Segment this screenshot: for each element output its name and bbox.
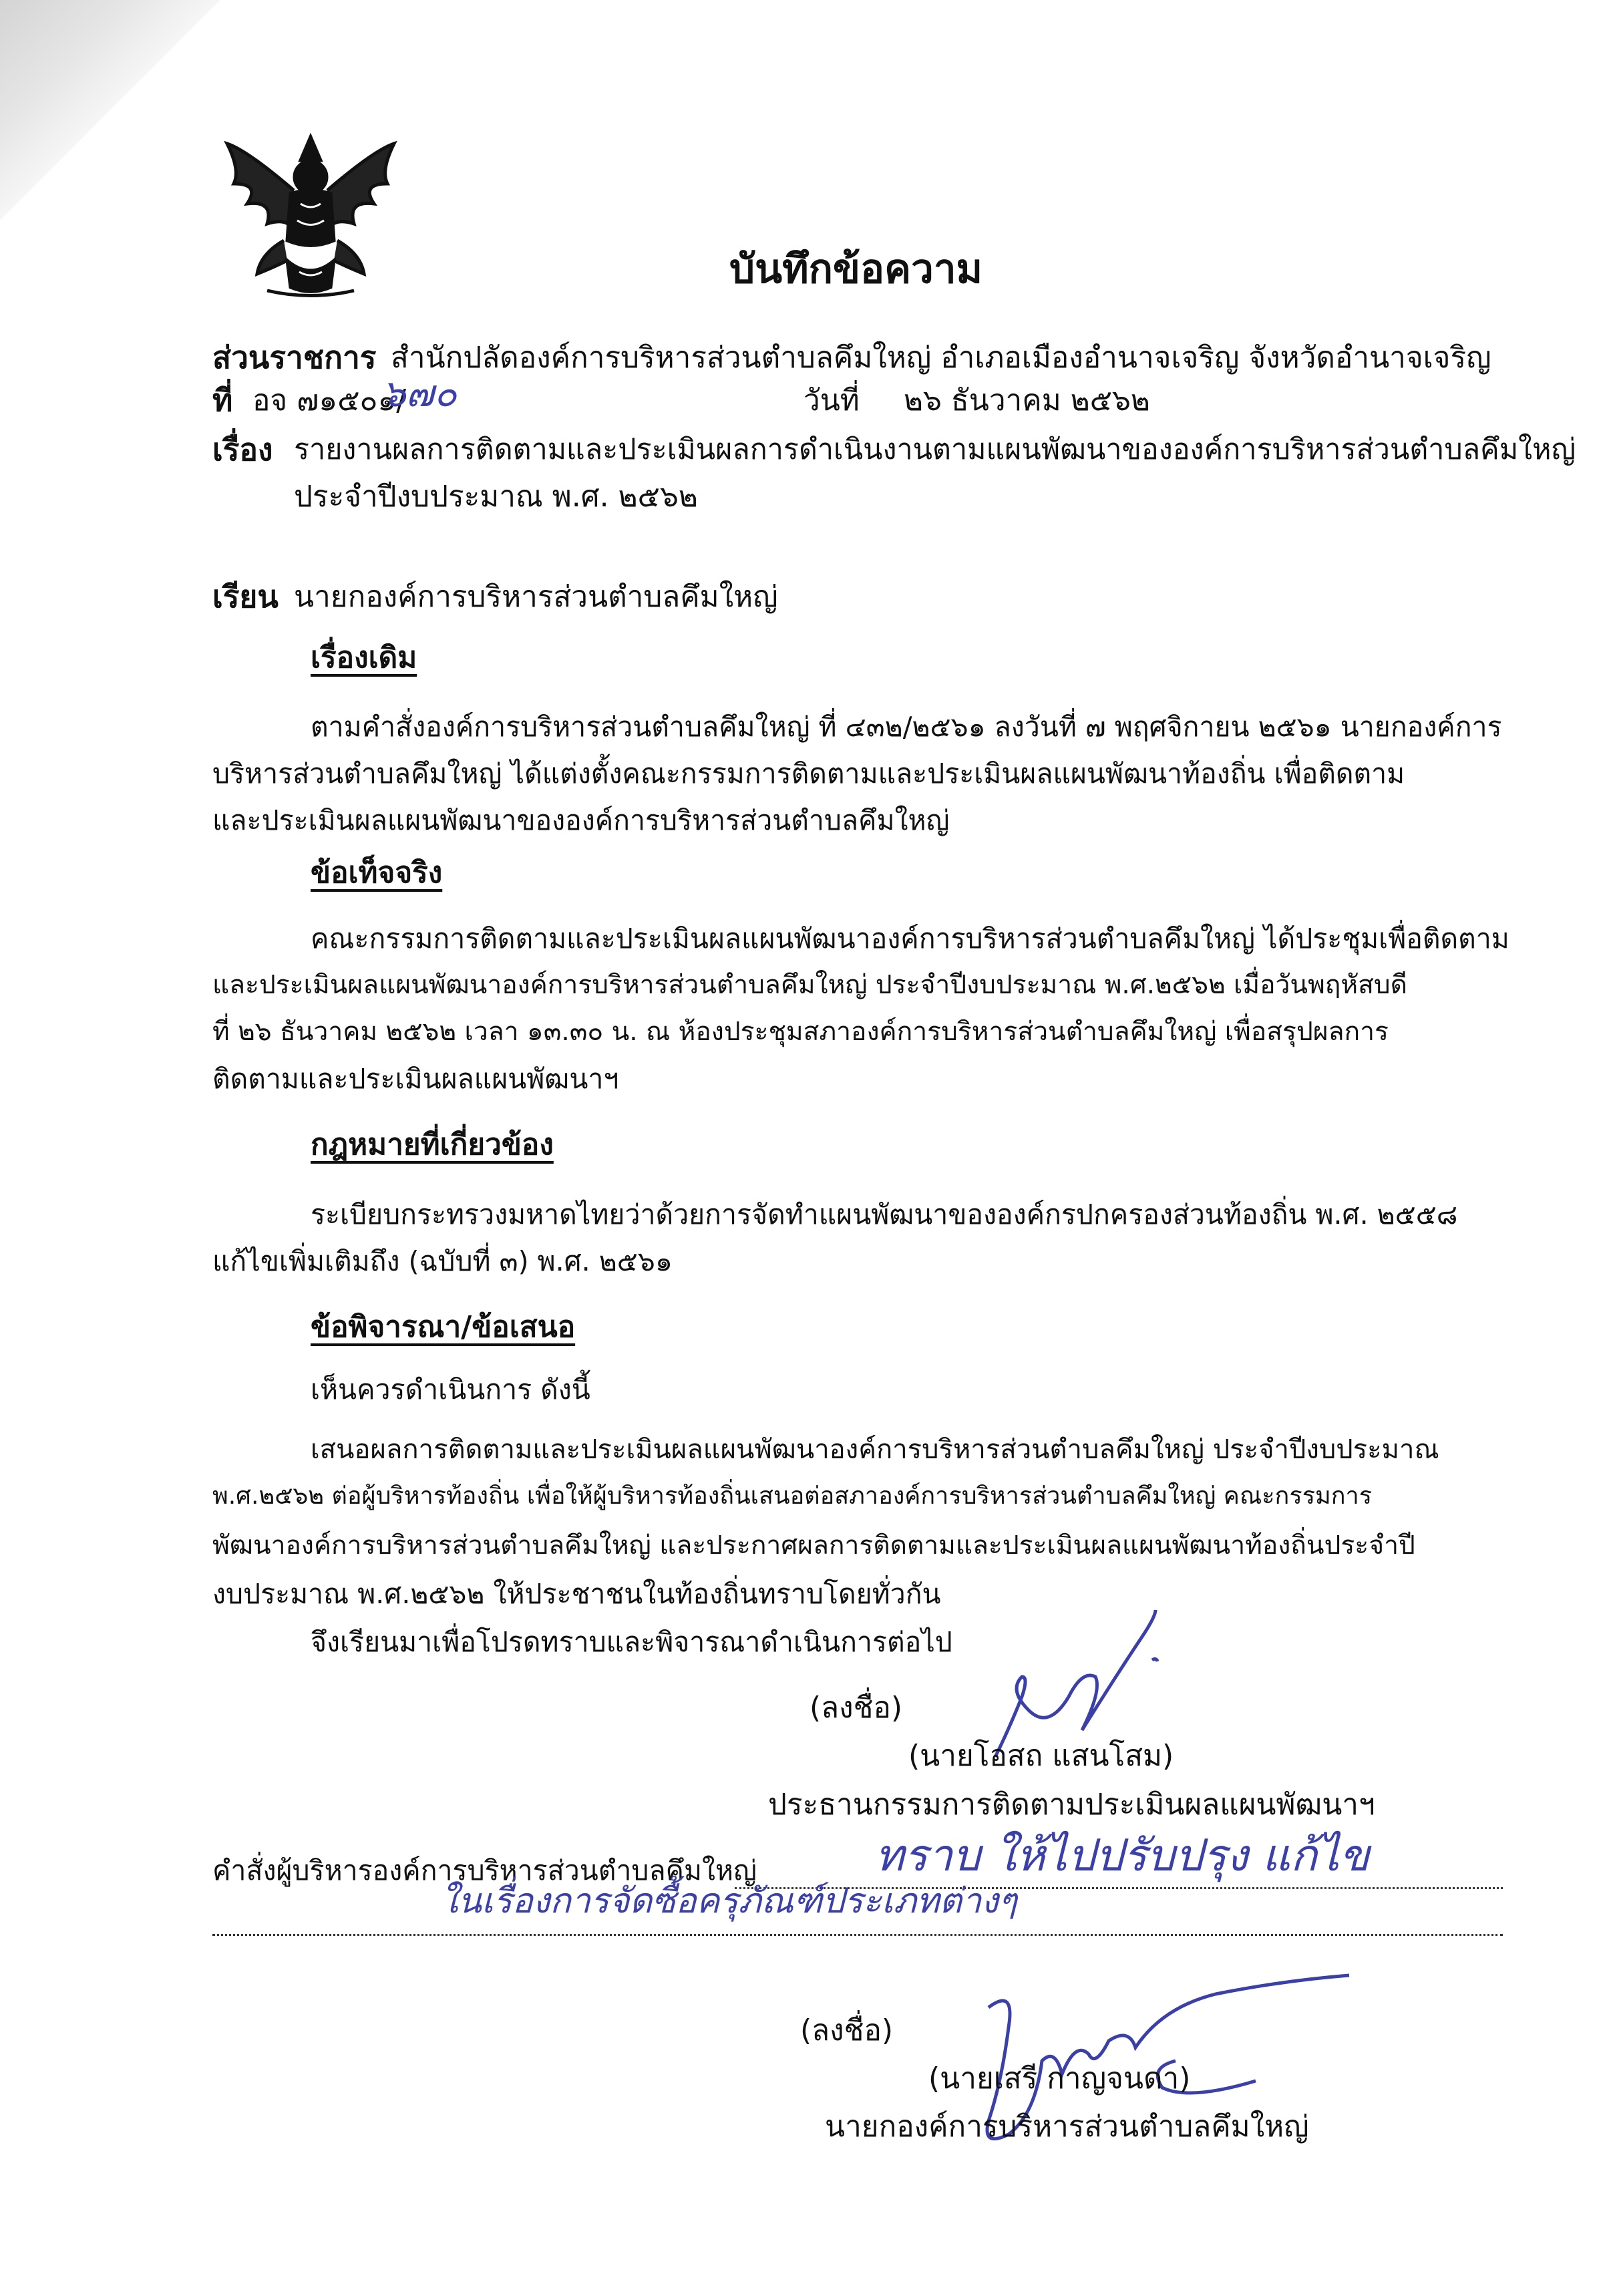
proposal-line: พ.ศ.๒๕๖๒ ต่อผู้บริหารท้องถิ่น เพื่อให้ผู้บริหารท้องถิ่นเสนอต่อสภาองค์การบริหารส่วนตำบลคึมใหญ่ คณะกรรมการ bbox=[212, 1482, 1373, 1510]
signature2-label: (ลงชื่อ) bbox=[800, 2013, 894, 2047]
garuda-emblem-icon bbox=[220, 124, 401, 304]
memo-title: บันทึกข้อความ bbox=[729, 246, 983, 293]
proposal-line: จึงเรียนมาเพื่อโปรดทราบและพิจารณาดำเนินการต่อไป bbox=[311, 1626, 952, 1658]
facts-line: คณะกรรมการติดตามและประเมินผลแผนพัฒนาองค์การบริหารส่วนตำบลคึมใหญ่ ได้ประชุมเพื่อติดตาม bbox=[311, 923, 1509, 955]
proposal-line: เห็นควรดำเนินการ ดังนี้ bbox=[311, 1373, 590, 1406]
subject-label: เรื่อง bbox=[212, 432, 273, 468]
background-heading: เรื่องเดิม bbox=[311, 641, 417, 675]
to-label: เรียน bbox=[212, 579, 279, 615]
ref-handwritten-number: ๖๗๐ bbox=[382, 372, 457, 416]
date-label: วันที่ bbox=[803, 383, 860, 418]
signature1-name: (นายโอสถ แสนโสม) bbox=[908, 1739, 1174, 1773]
ref-value: อจ ๗๑๕๐๑/ bbox=[252, 383, 407, 418]
agency-label: ส่วนราชการ bbox=[212, 339, 377, 375]
folded-corner bbox=[0, 0, 220, 220]
proposal-line: เสนอผลการติดตามและประเมินผลแผนพัฒนาองค์การบริหารส่วนตำบลคึมใหญ่ ประจำปีงบประมาณ bbox=[311, 1434, 1439, 1465]
signature2-name: (นายเสรี กาญจนดา) bbox=[928, 2062, 1191, 2096]
background-line: และประเมินผลแผนพัฒนาขององค์การบริหารส่วนตำบลคึมใหญ่ bbox=[212, 804, 950, 836]
order-label: คำสั่งผู้บริหารองค์การบริหารส่วนตำบลคึมใหญ่ bbox=[212, 1854, 757, 1887]
proposal-heading: ข้อพิจารณา/ข้อเสนอ bbox=[311, 1310, 576, 1344]
order-handwritten-line-1: ทราบ ให้ไปปรับปรุง แก้ไข bbox=[875, 1830, 1370, 1881]
subject-line-2: ประจำปีงบประมาณ พ.ศ. ๒๕๖๒ bbox=[294, 480, 698, 514]
subject-line-1: รายงานผลการติดตามและประเมินผลการดำเนินงานตามแผนพัฒนาขององค์การบริหารส่วนตำบลคึมใหญ่ bbox=[294, 433, 1576, 466]
signature1-label: (ลงชื่อ) bbox=[810, 1691, 903, 1725]
facts-line: และประเมินผลแผนพัฒนาองค์การบริหารส่วนตำบลคึมใหญ่ ประจำปีงบประมาณ พ.ศ.๒๕๖๒ เมื่อวันพฤหัสบดี bbox=[212, 970, 1407, 1000]
background-line: บริหารส่วนตำบลคึมใหญ่ ได้แต่งตั้งคณะกรรมการติดตามและประเมินผลแผนพัฒนาท้องถิ่น เพื่อติดตาม bbox=[212, 758, 1405, 790]
proposal-line: งบประมาณ พ.ศ.๒๕๖๒ ให้ประชาชนในท้องถิ่นทราบโดยทั่วกัน bbox=[212, 1578, 941, 1610]
facts-line: ที่ ๒๖ ธันวาคม ๒๕๖๒ เวลา ๑๓.๓๐ น. ณ ห้องประชุมสภาองค์การบริหารส่วนตำบลคึมใหญ่ เพื่อสรุปผลการ bbox=[212, 1017, 1389, 1047]
order-handwritten-line-2: ในเรื่องการจัดซื้อครุภัณฑ์ประเภทต่างๆ bbox=[441, 1881, 1017, 1921]
law-line: แก้ไขเพิ่มเติมถึง (ฉบับที่ ๓) พ.ศ. ๒๕๖๑ bbox=[212, 1245, 673, 1277]
facts-heading: ข้อเท็จจริง bbox=[311, 856, 443, 890]
to-value: นายกองค์การบริหารส่วนตำบลคึมใหญ่ bbox=[294, 580, 778, 614]
ref-label: ที่ bbox=[212, 382, 233, 418]
proposal-line: พัฒนาองค์การบริหารส่วนตำบลคึมใหญ่ และประกาศผลการติดตามและประเมินผลแผนพัฒนาท้องถิ่นประจำปี bbox=[212, 1530, 1415, 1561]
law-line: ระเบียบกระทรวงมหาดไทยว่าด้วยการจัดทำแผนพัฒนาขององค์กรปกครองส่วนท้องถิ่น พ.ศ. ๒๕๕๘ bbox=[311, 1198, 1458, 1231]
law-heading: กฎหมายที่เกี่ยวข้อง bbox=[311, 1128, 554, 1162]
date-value: ๒๖ ธันวาคม ๒๕๖๒ bbox=[904, 383, 1150, 418]
agency-value: สำนักปลัดองค์การบริหารส่วนตำบลคึมใหญ่ อำเภอเมืองอำนาจเจริญ จังหวัดอำนาจเจริญ bbox=[391, 341, 1491, 375]
signature1-position: ประธานกรรมการติดตามประเมินผลแผนพัฒนาฯ bbox=[768, 1788, 1375, 1822]
order-dotted-line-2 bbox=[212, 1934, 1503, 1936]
facts-line: ติดตามและประเมินผลแผนพัฒนาฯ bbox=[212, 1063, 619, 1095]
background-line: ตามคำสั่งองค์การบริหารส่วนตำบลคึมใหญ่ ที่ ๔๓๒/๒๕๖๑ ลงวันที่ ๗ พฤศจิกายน ๒๕๖๑ นายกองค์การ bbox=[311, 711, 1502, 743]
signature2-position: นายกองค์การบริหารส่วนตำบลคึมใหญ่ bbox=[825, 2110, 1309, 2144]
